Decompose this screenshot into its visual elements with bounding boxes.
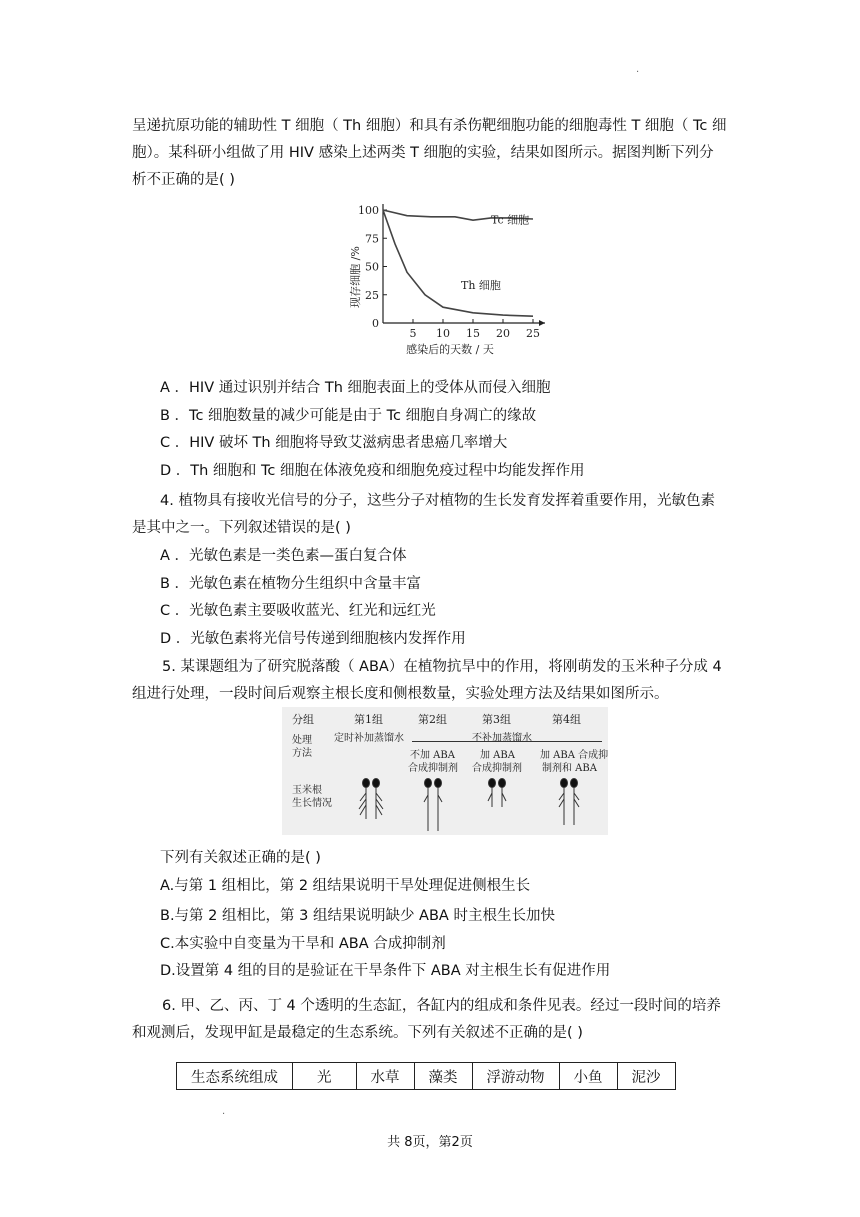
- table-header-cell: 浮游动物: [472, 1063, 559, 1090]
- q4-option-d[interactable]: D ．光敏色素将光信号传递到细胞核内发挥作用: [160, 631, 466, 647]
- maize-root-drawings: [282, 707, 608, 835]
- table-header-cell: 泥沙: [617, 1063, 675, 1090]
- group4-treatment-2: 制剂和 ABA: [542, 763, 597, 774]
- row-label-treatment-1: 处理: [292, 735, 312, 746]
- group-4-label: 第4组: [552, 713, 581, 726]
- table-header-cell: 光: [293, 1063, 357, 1090]
- x-tick-label: 15: [466, 327, 480, 340]
- group2-roots: [424, 779, 442, 832]
- q6-stem-line-1: 6. 甲、乙、丙、丁 4 个透明的生态缸，各缸内的组成和条件见表。经过一段时间的培养: [162, 998, 721, 1014]
- bottom-mark: .: [222, 1106, 226, 1117]
- q5-option-d[interactable]: D.设置第 4 组的目的是验证在干旱条件下 ABA 对主根生长有促进作用: [160, 963, 611, 979]
- q4-option-c[interactable]: C ．光敏色素主要吸收蓝光、红光和远红光: [160, 603, 436, 619]
- q5-option-b[interactable]: B.与第 2 组相比，第 3 组结果说明缺少 ABA 时主根生长加快: [160, 908, 555, 924]
- y-tick-label: 0: [372, 317, 379, 330]
- q3-option-b[interactable]: B ．Tc 细胞数量的减少可能是由于 Tc 细胞自身凋亡的缘故: [160, 408, 537, 424]
- q5-stem-line-1: 5. 某课题组为了研究脱落酸（ ABA）在植物抗旱中的作用，将刚萌发的玉米种子分成 4: [162, 659, 722, 675]
- y-tick-label: 25: [365, 288, 379, 302]
- q4-option-b[interactable]: B ．光敏色素在植物分生组织中含量丰富: [160, 576, 422, 592]
- x-axis-arrow: [539, 320, 545, 326]
- series-label-1: Tc 细胞: [491, 213, 530, 227]
- intro-line-1: 呈递抗原功能的辅助性 T 细胞（ Th 细胞）和具有杀伤靶细胞功能的细胞毒性 T 细胞（ Tc 细: [132, 118, 727, 134]
- y-tick-label: 75: [365, 232, 379, 246]
- q4-stem-line-1: 4. 植物具有接收光信号的分子，这些分子对植物的生长发育发挥着重要作用，光敏色素: [160, 493, 715, 509]
- q3-option-a[interactable]: A ．HIV 通过识别并结合 Th 细胞表面上的受体从而侵入细胞: [160, 380, 551, 396]
- x-tick-label: 10: [436, 327, 450, 340]
- q4-option-a[interactable]: A ．光敏色素是一类色素—蛋白复合体: [160, 548, 407, 564]
- q5-prompt: 下列有关叙述正确的是( ): [160, 850, 321, 866]
- shared-treatment: 不补加蒸馏水: [472, 733, 532, 744]
- q5-stem-line-2: 组进行处理，一段时间后观察主根长度和侧根数量，实验处理方法及结果如图所示。: [132, 686, 669, 702]
- group4-treatment-1: 加 ABA 合成抑: [540, 750, 609, 761]
- series-label-2: Th 细胞: [461, 279, 501, 293]
- svg-text:现存细胞 /%: 现存细胞 /%: [349, 246, 362, 308]
- aba-experiment-figure: [282, 707, 608, 835]
- q3-option-c[interactable]: C ．HIV 破坏 Th 细胞将导致艾滋病患者患癌几率增大: [160, 435, 508, 451]
- row-label-growth-1: 玉米根: [292, 785, 322, 796]
- table-header-row: [177, 1063, 676, 1090]
- table-header-cell: 生态系统组成: [177, 1063, 293, 1090]
- survival-line-chart: [340, 195, 555, 360]
- y-tick-label: 50: [365, 260, 379, 274]
- q5-option-c[interactable]: C.本实验中自变量为干旱和 ABA 合成抑制剂: [160, 936, 446, 952]
- group3-treatment-1: 加 ABA: [480, 750, 515, 761]
- ecosystem-table: [176, 1062, 676, 1090]
- page-footer: 共 8页，第2页: [387, 1135, 473, 1150]
- row-label-group: 分组: [292, 713, 314, 726]
- x-tick-label: 20: [496, 327, 510, 340]
- group3-roots: [488, 779, 506, 808]
- q3-option-d[interactable]: D ．Th 细胞和 Tc 细胞在体液免疫和细胞免疫过程中均能发挥作用: [160, 463, 585, 479]
- x-tick-label: 25: [526, 327, 540, 340]
- group1-roots: [359, 779, 383, 820]
- x-axis-label: 感染后的天数 / 天: [406, 343, 494, 356]
- group4-roots: [559, 779, 579, 826]
- row-label-growth-2: 生长情况: [292, 798, 332, 809]
- group-2-label: 第2组: [418, 713, 447, 726]
- q5-option-a[interactable]: A.与第 1 组相比，第 2 组结果说明干旱处理促进侧根生长: [160, 878, 531, 894]
- group-3-label: 第3组: [482, 713, 511, 726]
- group-1-label: 第1组: [354, 713, 383, 726]
- q4-stem-line-2: 是其中之一。下列叙述错误的是( ): [132, 520, 351, 536]
- group1-treatment: 定时补加蒸馏水: [334, 733, 404, 744]
- table-header-cell: 小鱼: [559, 1063, 617, 1090]
- corner-mark: .: [636, 64, 640, 75]
- intro-line-2: 胞）。某科研小组做了用 HIV 感染上述两类 T 细胞的实验，结果如图所示。据图判断下列分: [132, 145, 714, 161]
- table-header-cell: 水草: [356, 1063, 414, 1090]
- x-tick-label: 5: [409, 327, 417, 340]
- row-label-treatment-2: 方法: [292, 748, 312, 759]
- intro-line-3: 析不正确的是( ): [132, 172, 235, 188]
- y-tick-label: 100: [358, 204, 379, 217]
- group2-treatment-2: 合成抑制剂: [408, 763, 458, 774]
- q6-stem-line-2: 和观测后，发现甲缸是最稳定的生态系统。下列有关叙述不正确的是( ): [132, 1025, 583, 1041]
- table-header-cell: 藻类: [414, 1063, 472, 1090]
- group3-treatment-2: 合成抑制剂: [472, 763, 522, 774]
- y-axis-label: [349, 246, 362, 308]
- group2-treatment-1: 不加 ABA: [410, 750, 455, 761]
